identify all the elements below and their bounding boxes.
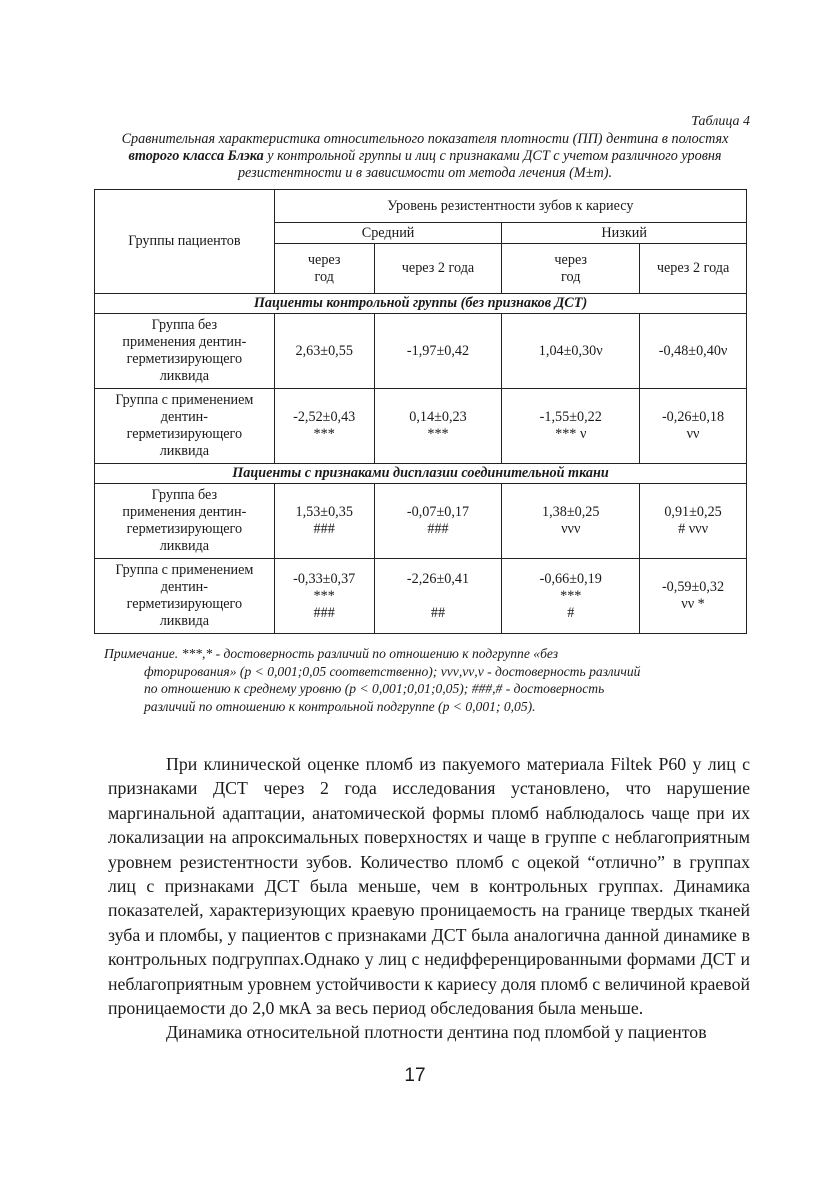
table-row bbox=[95, 314, 747, 389]
table-row bbox=[95, 559, 747, 634]
value-line: 0,91±0,25 bbox=[664, 504, 722, 520]
group-name-cell bbox=[95, 559, 275, 634]
value-line: *** bbox=[313, 587, 335, 604]
value-cell bbox=[502, 314, 640, 389]
value-cell bbox=[274, 559, 374, 634]
value-line: # bbox=[567, 604, 575, 621]
value-cell bbox=[640, 484, 747, 559]
value-line: # ννν bbox=[678, 521, 708, 537]
value-line: 1,53±0,35 bbox=[295, 504, 353, 520]
header-medium: Средний bbox=[274, 223, 502, 244]
value-line: -2,26±0,41 bbox=[406, 570, 470, 587]
body-text bbox=[108, 752, 750, 1045]
header-medium-year bbox=[274, 244, 374, 294]
value-cell bbox=[640, 314, 747, 389]
value-cell bbox=[374, 314, 502, 389]
group-name-line: ликвида bbox=[159, 443, 210, 459]
header-medium-2years: через 2 года bbox=[374, 244, 502, 294]
value-line: νν bbox=[686, 426, 700, 442]
data-table bbox=[94, 189, 747, 634]
group-name-line: дентин- bbox=[160, 579, 208, 595]
value-line: *** bbox=[560, 587, 582, 604]
value-line: 1,04±0,30ν bbox=[538, 342, 603, 359]
group-name-line: герметизирующего bbox=[126, 521, 243, 537]
paragraph: Динамика относительной плотности дентина под пломбой у пациентов bbox=[166, 1022, 707, 1043]
table-label: Таблица 4 bbox=[691, 114, 750, 129]
value-cell bbox=[274, 484, 374, 559]
group-name-line: Группа с применением bbox=[115, 392, 254, 408]
value-line bbox=[378, 588, 499, 605]
value-line: -0,66±0,19 bbox=[539, 570, 602, 587]
group-name-line: герметизирующего bbox=[126, 351, 243, 367]
group-name-line: Группа без bbox=[151, 487, 218, 503]
value-cell bbox=[274, 314, 374, 389]
table-title-part2: у контрольной группы и лиц с признаками ДСТ с учетом различного уровня резистентности и в зависимости от метода лечения (M±m). bbox=[237, 148, 722, 181]
header-resistance: Уровень резистентности зубов к кариесу bbox=[274, 190, 746, 223]
table-title bbox=[100, 131, 750, 182]
header-line: через bbox=[554, 251, 588, 268]
note-line: Примечание. ***,* - достоверность различий по отношению к подгруппе «без bbox=[104, 646, 559, 661]
table-title-part1: Сравнительная характеристика относительного показателя плотности (ПП) дентина в полостях bbox=[121, 131, 729, 147]
value-cell bbox=[640, 389, 747, 464]
value-line: *** bbox=[427, 426, 449, 442]
value-line: -1,55±0,22 bbox=[539, 409, 602, 425]
value-line: ## bbox=[430, 604, 446, 621]
value-cell bbox=[374, 389, 502, 464]
group-name-line: герметизирующего bbox=[126, 596, 243, 612]
header-line: через bbox=[307, 251, 341, 268]
value-line: -0,07±0,17 bbox=[406, 504, 470, 520]
note-line: фторирования» (p < 0,001;0,05 соответственно); ννν,νν,ν - достоверность различий bbox=[144, 663, 641, 679]
value-cell bbox=[374, 559, 502, 634]
value-line: *** ν bbox=[555, 426, 587, 442]
section-dst: Пациенты с признаками дисплазии соединительной ткани bbox=[95, 464, 747, 484]
value-line: -0,33±0,37 bbox=[293, 570, 356, 587]
value-line: 2,63±0,55 bbox=[295, 342, 353, 359]
group-name-line: ликвида bbox=[159, 538, 210, 554]
section-control: Пациенты контрольной группы (без признаков ДСТ) bbox=[95, 294, 747, 314]
paragraph: При клинической оценке пломб из пакуемого материала Filtek P60 у лиц с признаками ДСТ через 2 года исследования установлено, что нарушение маргинальной адаптации, анатомической формы пломб наблюдалось чаще при их локализации на апроксимальных поверхностях и чаще в группе с неблагоприятным уровнем резистентности зубов. Количество пломб с оцекой “отлично” в группах лиц с признаками ДСТ была меньше, чем в контрольных группах. Динамика показателей, характеризующих краевую проницаемость на границе твердых тканей зуба и пломбы, у пациентов с признаками ДСТ была аналогична данной динамике в контрольных подгруппах.Однако у лиц с недифференцированными формами ДСТ и неблагоприятным уровнем устойчивости к кариесу доля пломб с величиной краевой проницаемости до 2,0 мкА за весь период обследования была меньше. bbox=[108, 754, 750, 1019]
value-line: *** bbox=[313, 426, 335, 442]
value-cell bbox=[502, 484, 640, 559]
value-line: ### bbox=[313, 604, 335, 621]
value-line: -2,52±0,43 bbox=[293, 409, 356, 425]
value-line: -0,26±0,18 bbox=[661, 409, 725, 425]
value-line: νν * bbox=[681, 596, 705, 612]
table-title-bold: второго класса Блэка bbox=[128, 148, 264, 164]
group-name-cell bbox=[95, 389, 275, 464]
table-note bbox=[104, 645, 750, 715]
group-name-line: ликвида bbox=[159, 613, 210, 629]
value-cell bbox=[502, 559, 640, 634]
header-groups: Группы пациентов bbox=[95, 190, 275, 294]
group-name-line: герметизирующего bbox=[126, 426, 243, 442]
page-number: 17 bbox=[404, 1065, 426, 1086]
value-line: ### bbox=[427, 521, 449, 537]
table-row bbox=[95, 389, 747, 464]
group-name-cell bbox=[95, 484, 275, 559]
group-name-line: Группа без bbox=[151, 317, 218, 333]
note-line: различий по отношению к контрольной подгруппе (p < 0,001; 0,05). bbox=[144, 698, 536, 714]
header-line: год bbox=[561, 268, 581, 285]
header-low-year bbox=[502, 244, 640, 294]
group-name-line: применения дентин- bbox=[122, 334, 247, 350]
header-low-2years: через 2 года bbox=[640, 244, 747, 294]
table-row bbox=[95, 484, 747, 559]
value-line: -1,97±0,42 bbox=[406, 342, 470, 359]
value-cell bbox=[274, 389, 374, 464]
group-name-line: Группа с применением bbox=[115, 562, 254, 578]
value-line: ννν bbox=[561, 521, 581, 537]
value-cell bbox=[640, 559, 747, 634]
value-line: -0,48±0,40ν bbox=[658, 342, 728, 359]
value-cell bbox=[374, 484, 502, 559]
value-line: 1,38±0,25 bbox=[542, 504, 600, 520]
note-line: по отношению к среднему уровню (p < 0,001;0,01;0,05); ###,# - достоверность bbox=[144, 681, 605, 696]
group-name-line: ликвида bbox=[159, 368, 210, 384]
value-cell bbox=[502, 389, 640, 464]
group-name-line: дентин- bbox=[160, 409, 208, 425]
header-line: год bbox=[314, 268, 334, 285]
value-line: 0,14±0,23 bbox=[409, 409, 467, 425]
value-line: ### bbox=[313, 521, 335, 537]
group-name-cell bbox=[95, 314, 275, 389]
header-low: Низкий bbox=[502, 223, 747, 244]
group-name-line: применения дентин- bbox=[122, 504, 247, 520]
value-line: -0,59±0,32 bbox=[661, 579, 725, 595]
